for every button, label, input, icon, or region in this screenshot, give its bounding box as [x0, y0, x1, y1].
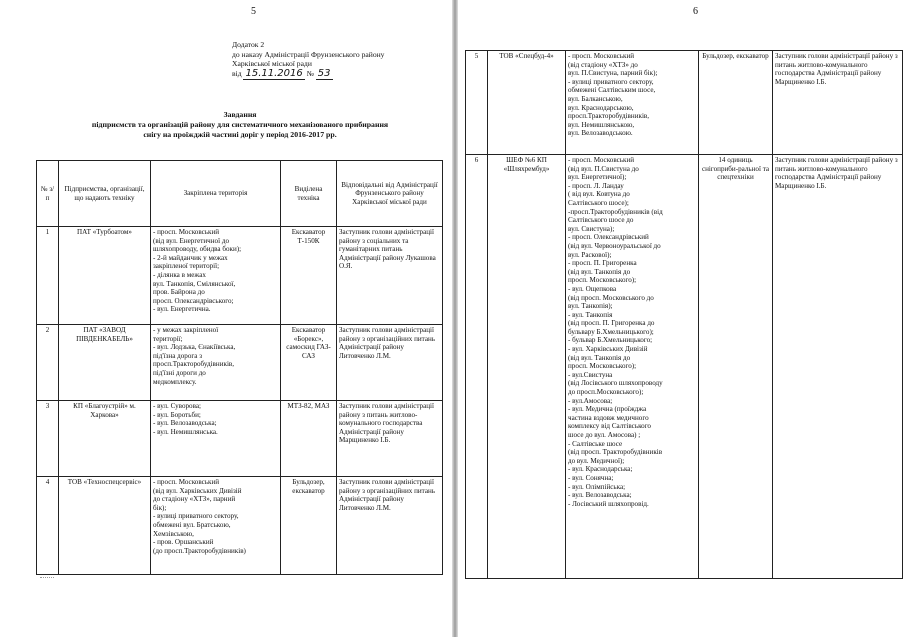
- territory-line: Салтівського шосе);: [568, 198, 629, 207]
- table-row: [37, 401, 443, 477]
- territory-line: комплексу від Салтівського: [568, 422, 651, 431]
- row-number: 1: [37, 227, 59, 325]
- territory-cell: [151, 325, 281, 401]
- row-number: 6: [466, 155, 488, 579]
- territory-line: (від вул. Енергетичної до: [153, 236, 229, 245]
- territory-line: ( від вул. Ковтуна до: [568, 190, 630, 199]
- territory-line: до просп.Московського);: [568, 388, 644, 397]
- title-line: Завдання: [223, 110, 257, 119]
- territory-line: (від вул. Харківських Дивізій: [153, 486, 242, 495]
- responsible-cell: Заступник голови адміністрації району з організаційних питань Адміністрації району Литовченко Л.М.: [337, 477, 443, 575]
- territory-line: - вулиці приватного сектору,: [153, 512, 239, 521]
- handwritten-date: 15.11.2016: [245, 67, 303, 79]
- territory-line: - вул. Енергетична.: [153, 305, 211, 314]
- territory-line: - вул. Олімпійська;: [568, 482, 626, 491]
- table-row: [466, 51, 903, 155]
- equipment-cell: Екскаватор Т-150К: [281, 227, 337, 325]
- title-line: снігу на проїжджій частині доріг у період 2016-2017 рр.: [143, 129, 337, 139]
- territory-line: - просп. Московський: [153, 478, 220, 486]
- territory-line: - вул. Харківських Дивізій: [568, 345, 648, 354]
- equipment-cell: МТЗ-82, МАЗ: [281, 401, 337, 477]
- right-page: [455, 0, 910, 637]
- territory-line: - вул. Краснодарська;: [568, 465, 633, 474]
- territory-line: - просп. Л. Ландау: [568, 181, 624, 190]
- page-number: 6: [693, 6, 698, 17]
- territory-line: шосе до вул. Амосова) ;: [568, 431, 641, 439]
- table-row: [37, 227, 443, 325]
- territory-line: - просп. Московський: [568, 52, 635, 60]
- table-body: [37, 227, 443, 575]
- territory-line: вул. Свистуна);: [568, 224, 615, 233]
- territory-line: обмежені Салтівським шосе,: [568, 86, 656, 95]
- territory-line: вул. Раскової);: [568, 250, 612, 259]
- equipment-cell: 14 одиниць снігоприби-ральної та спецтехніки: [699, 155, 773, 579]
- territory-cell: [566, 155, 699, 579]
- responsible-cell: Заступник голови адміністрації району з питань житлово-комунального господарства Адміністрації району Марщиненко І.Б.: [337, 401, 443, 477]
- territory-line: просп. Московського);: [568, 276, 637, 285]
- row-number: 5: [466, 51, 488, 155]
- territory-line: - вул. Лодзька, Єнакіївська,: [153, 343, 236, 352]
- territory-line: вул. Танкопія);: [568, 302, 613, 311]
- territory-line: - вул.Свистуна: [568, 370, 613, 379]
- responsible-cell: Заступник голови адміністрації району з питань житлово-комунального господарства Адміністрації району Марщиненко І.Б.: [773, 155, 903, 579]
- table-row: [37, 477, 443, 575]
- territory-line: - вул. Медична (проїжджа: [568, 405, 647, 414]
- responsible-cell: Заступник голови адміністрації району з соціальних та гуманітарних питань Адміністрації району Лукашова О.Я.: [337, 227, 443, 325]
- table-body: [466, 51, 903, 579]
- territory-line: (від вул. Червоноуральської до: [568, 241, 661, 250]
- territory-line: - вул. Суворова;: [153, 402, 201, 410]
- org-name: ПАТ «ЗАВОД ПІВДЕНКАБЕЛЬ»: [59, 325, 151, 401]
- territory-line: (від вул. П.Свистуна до: [568, 164, 639, 173]
- territory-line: (від просп. Тракторобудівників: [568, 448, 663, 457]
- date-prefix: від: [232, 68, 242, 78]
- header-equipment: Виділена техніка: [281, 161, 337, 227]
- territory-line: шляхопроводу, обидва боки);: [153, 245, 242, 254]
- territory-line: вул. Краснодарською,: [568, 103, 634, 112]
- territory-line: (від вул. Танкопія до: [568, 353, 631, 362]
- org-name: ПАТ «Турбоатом»: [59, 227, 151, 325]
- territory-cell: [151, 477, 281, 575]
- org-name: ТОВ «Спецбуд-4»: [488, 51, 566, 155]
- territory-line: (до просп.Тракторобудівників): [153, 546, 246, 555]
- territory-line: - вулиці приватного сектору,: [568, 77, 654, 86]
- territory-line: - вул. Танкопія: [568, 310, 613, 319]
- territory-line: під'їзна дорога з: [153, 351, 203, 360]
- header-num: № з/п: [37, 161, 59, 227]
- territory-line: Салтівського шосе до: [568, 216, 634, 225]
- page-number: 5: [251, 6, 256, 17]
- territory-line: - вул. Ощепкова: [568, 284, 617, 293]
- territory-line: закріпленої території;: [153, 262, 220, 271]
- territory-line: - пров. Оршанський: [153, 538, 214, 547]
- handwritten-number: 53: [317, 67, 331, 79]
- row-number: 3: [37, 401, 59, 477]
- territory-cell: [566, 51, 699, 155]
- table-header-row: [37, 161, 443, 227]
- header-responsible: Відповідальні від Адміністрації Фрунзенського району Харківської міської ради: [337, 161, 443, 227]
- assignment-table: [36, 160, 443, 575]
- equipment-cell: Бульдозер, екскаватор: [699, 51, 773, 155]
- territory-line: бік);: [153, 503, 167, 512]
- territory-line: - Салтівське шосе: [568, 439, 623, 448]
- territory-line: під'їзні дороги до: [153, 368, 206, 377]
- territory-line: до стадіону «ХТЗ», парний: [153, 495, 236, 504]
- header-territory: Закріплена територія: [151, 161, 281, 227]
- territory-line: -просп.Тракторобудівників (від: [568, 207, 663, 216]
- title-line: підприємств та організацій району для систематичного механізованого прибирання: [91, 119, 389, 129]
- annex-line: Харківської міської ради: [232, 59, 312, 69]
- annex-header: [232, 40, 384, 78]
- document-title: [40, 110, 440, 139]
- territory-line: просп. Московського);: [568, 362, 637, 371]
- territory-line: території;: [153, 334, 183, 343]
- territory-line: - вул. Велозаводська;: [153, 419, 217, 428]
- table-row: [37, 325, 443, 401]
- scan-mark: [40, 577, 54, 581]
- territory-line: просп.Тракторобудівників,: [153, 360, 235, 369]
- territory-line: - 2-й майданчик у межах: [153, 253, 228, 262]
- territory-line: вул. Немишлянською,: [568, 120, 635, 129]
- territory-line: вул. Велозаводською.: [568, 129, 633, 138]
- territory-line: - вул.Амосова;: [568, 396, 613, 405]
- row-number: 2: [37, 325, 59, 401]
- table-row: [466, 155, 903, 579]
- territory-line: - просп. Олександрівський: [568, 233, 649, 242]
- territory-line: вул. Танкопія, Смілянської,: [153, 279, 236, 288]
- territory-line: - просп. Московський: [568, 156, 635, 164]
- territory-cell: [151, 401, 281, 477]
- territory-line: вул. Балканською,: [568, 94, 623, 103]
- annex-line: до наказу Адміністрації Фрунзенського району: [232, 49, 385, 59]
- territory-line: Хемзівською,: [153, 529, 194, 538]
- territory-line: - вул. Сонячна;: [568, 473, 614, 482]
- territory-line: просп. Олександрівського;: [153, 296, 234, 305]
- territory-line: обмежені вул. Братською,: [153, 520, 231, 529]
- territory-line: (від стадіону «ХТЗ» до: [568, 60, 638, 69]
- territory-line: частина вздовж медичного: [568, 413, 649, 422]
- territory-line: бульвару Б.Хмельницького);: [568, 327, 654, 336]
- org-name: КП «Благоустрій» м. Харкова»: [59, 401, 151, 477]
- territory-line: вул. П.Свистуна, парний бік);: [568, 69, 658, 78]
- territory-line: - Лосівський шляхопровід.: [568, 499, 649, 508]
- territory-line: медкомплексу.: [153, 377, 197, 386]
- responsible-cell: Заступник голови адміністрації району з організаційних питань Адміністрації району Литовченко Л.М.: [337, 325, 443, 401]
- org-name: ШЕФ №6 КП «Шляхрембуд»: [488, 155, 566, 579]
- assignment-table-continued: [465, 50, 903, 579]
- equipment-cell: Бульдозер, екскаватор: [281, 477, 337, 575]
- header-org: Підприємства, організації, що надають техніку: [59, 161, 151, 227]
- territory-line: - просп. Московський: [153, 228, 220, 236]
- annex-line: Додаток 2: [232, 40, 265, 49]
- equipment-cell: Екскаватор «Борекс», самоскид ГАЗ-САЗ: [281, 325, 337, 401]
- territory-line: (від просп. Московського до: [568, 293, 654, 302]
- territory-cell: [151, 227, 281, 325]
- responsible-cell: Заступник голови адміністрації району з питань житлово-комунального господарства Адміністрації району Марщиненко І.Б.: [773, 51, 903, 155]
- territory-line: - вул. Боротьби;: [153, 410, 201, 419]
- territory-line: пров. Байрона до: [153, 288, 205, 297]
- number-prefix: №: [306, 68, 314, 78]
- territory-line: - бульвар Б.Хмельницького;: [568, 336, 653, 345]
- territory-line: вул. Енергетичної);: [568, 173, 627, 182]
- territory-line: - ділянка в межах: [153, 270, 206, 279]
- territory-line: (від Лосівського шляхопроводу: [568, 379, 663, 388]
- territory-line: (від вул. Танкопія до: [568, 267, 631, 276]
- territory-line: - вул. Велозаводська;: [568, 491, 632, 500]
- row-number: 4: [37, 477, 59, 575]
- territory-line: просп.Тракторобудівників,: [568, 112, 650, 121]
- org-name: ТОВ «Техноспецсервіс»: [59, 477, 151, 575]
- annex-date-line: [232, 69, 384, 79]
- territory-line: - вул. Немишлянська.: [153, 427, 218, 436]
- territory-line: - у межах закріпленої: [153, 326, 219, 334]
- territory-line: (від просп. П. Григоренка до: [568, 319, 655, 328]
- territory-line: - просп. П. Григоренка: [568, 259, 637, 268]
- territory-line: до вул. Медичної);: [568, 456, 625, 465]
